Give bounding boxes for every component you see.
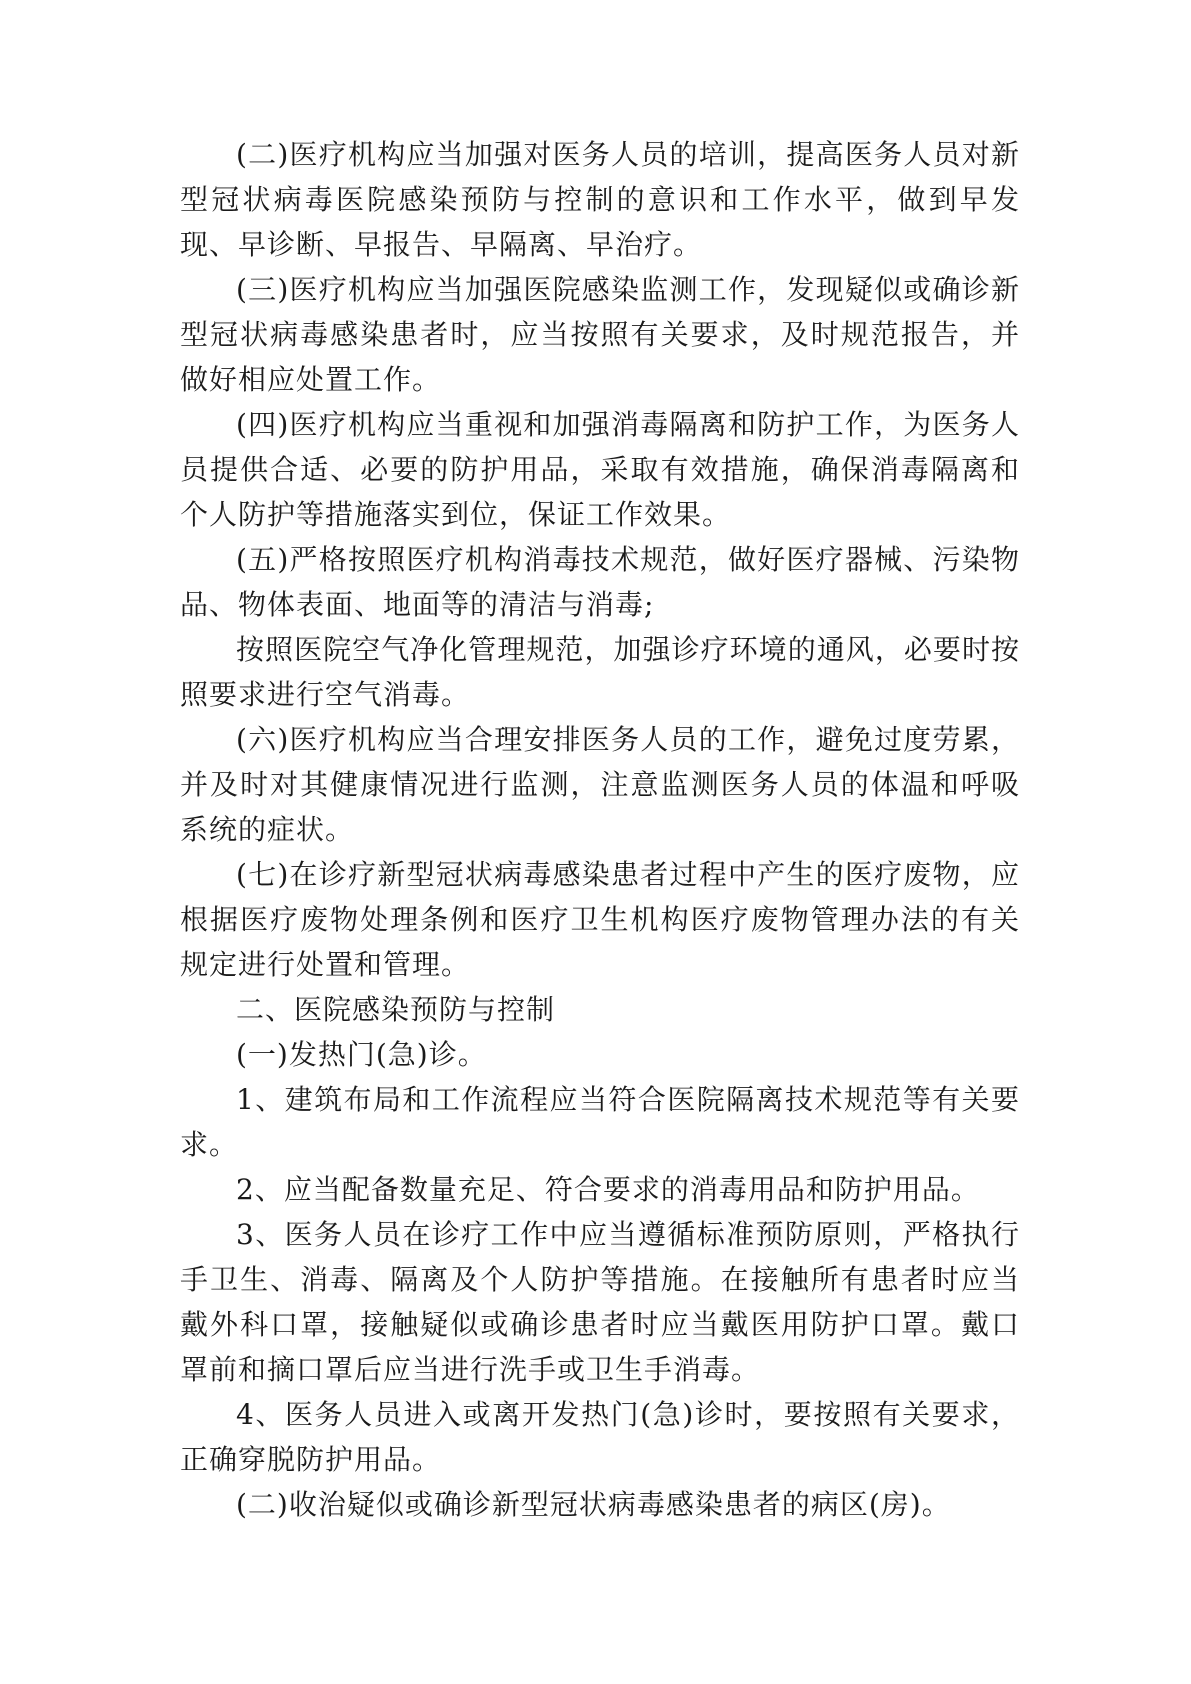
list-item: 4、医务人员进入或离开发热门(急)诊时，要按照有关要求，正确穿脱防护用品。 [180,1398,1020,1476]
list-item: 1、建筑布局和工作流程应当符合医院隔离技术规范等有关要求。 [180,1083,1020,1161]
paragraph-medical-waste: (七)在诊疗新型冠状病毒感染患者过程中产生的医疗废物，应根据医疗废物处理条例和医疗卫生机构医疗废物管理办法的有关规定进行处置和管理。 [180,858,1020,981]
list-item: 2、应当配备数量充足、符合要求的消毒用品和防护用品。 [236,1173,980,1206]
document-body [180,132,1020,1527]
paragraph-ventilation: 按照医院空气净化管理规范，加强诊疗环境的通风，必要时按照要求进行空气消毒。 [180,633,1020,711]
paragraph-staff-health: (六)医疗机构应当合理安排医务人员的工作，避免过度劳累，并及时对其健康情况进行监测，注意监测医务人员的体温和呼吸系统的症状。 [180,723,1020,846]
paragraph-protection: (四)医疗机构应当重视和加强消毒隔离和防护工作，为医务人员提供合适、必要的防护用品，采取有效措施，确保消毒隔离和个人防护等措施落实到位，保证工作效果。 [180,408,1020,531]
subsection-heading-fever-clinic: (一)发热门(急)诊。 [236,1038,487,1071]
section-heading: 二、医院感染预防与控制 [236,993,556,1026]
paragraph-monitoring: (三)医疗机构应当加强医院感染监测工作，发现疑似或确诊新型冠状病毒感染患者时，应当按照有关要求，及时规范报告，并做好相应处置工作。 [180,273,1020,396]
subsection-heading-wards: (二)收治疑似或确诊新型冠状病毒感染患者的病区(房)。 [236,1488,951,1521]
list-item: 3、医务人员在诊疗工作中应当遵循标准预防原则，严格执行手卫生、消毒、隔离及个人防护等措施。在接触所有患者时应当戴外科口罩，接触疑似或确诊患者时应当戴医用防护口罩。戴口罩前和摘口罩后应当进行洗手或卫生手消毒。 [180,1218,1020,1386]
paragraph-training: (二)医疗机构应当加强对医务人员的培训，提高医务人员对新型冠状病毒医院感染预防与控制的意识和工作水平，做到早发现、早诊断、早报告、早隔离、早治疗。 [180,138,1020,261]
paragraph-disinfection: (五)严格按照医疗机构消毒技术规范，做好医疗器械、污染物品、物体表面、地面等的清洁与消毒; [180,543,1020,621]
